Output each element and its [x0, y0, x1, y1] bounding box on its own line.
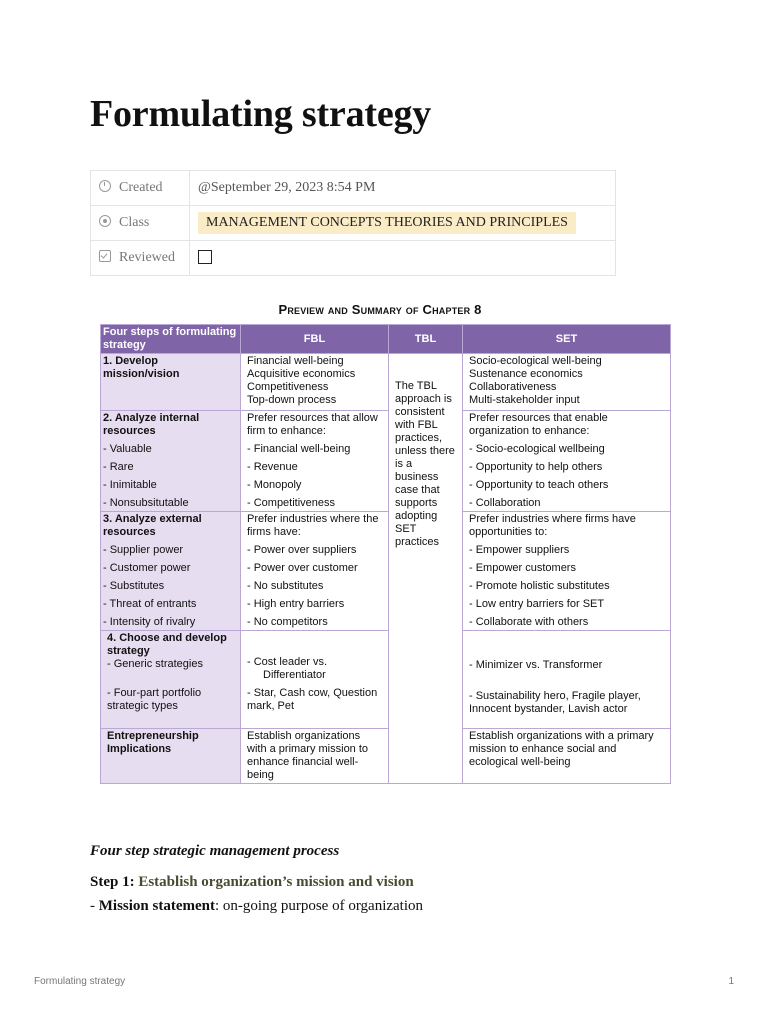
class-label: Class — [119, 215, 150, 230]
reviewed-label: Reviewed — [119, 250, 175, 265]
row-label: 1. Develop mission/vision — [103, 355, 180, 380]
cell-text: - Nonsubsitutable — [103, 497, 189, 509]
select-icon — [99, 215, 111, 227]
cell-text: - Cost leader vs. — [247, 656, 328, 668]
cell-text: - High entry barriers — [247, 598, 345, 610]
fbl-cell — [241, 512, 389, 631]
clock-icon — [99, 180, 111, 192]
cell-text: Socio-ecological well-being — [469, 355, 602, 367]
row-label-cell — [101, 631, 241, 729]
cell-text: Multi-stakeholder input — [469, 394, 580, 406]
reviewed-value-cell — [190, 241, 616, 276]
class-tag[interactable]: MANAGEMENT CONCEPTS THEORIES AND PRINCIPLES — [198, 212, 576, 234]
mission-definition: : on-going purpose of organization — [215, 898, 424, 914]
created-label-cell — [91, 171, 190, 206]
created-label: Created — [119, 180, 163, 195]
cell-text: - Star, Cash cow, Question mark, Pet — [247, 687, 378, 712]
summary-header-row — [101, 325, 671, 354]
set-cell — [463, 354, 671, 411]
tbl-cell: The TBL approach is consistent with FBL practices, unless there is a business case that supports adopting SET practices — [389, 354, 463, 784]
cell-text: - Opportunity to help others — [469, 461, 603, 473]
section-heading: Four step strategic management process — [90, 843, 340, 859]
class-label-cell — [91, 206, 190, 241]
cell-text: - Valuable — [103, 443, 152, 455]
mission-term: Mission statement — [98, 898, 215, 914]
cell-text: - Threat of entrants — [103, 598, 197, 610]
cell-text: - Revenue — [247, 461, 298, 473]
cell-text: - Four-part portfolio strategic types — [107, 687, 202, 712]
checkbox-property-icon — [99, 250, 111, 262]
fbl-cell — [241, 729, 389, 784]
cell-text: - Socio-ecological wellbeing — [469, 443, 605, 455]
created-value[interactable]: @September 29, 2023 8:54 PM — [190, 171, 616, 206]
page-title: Formulating strategy — [90, 93, 432, 135]
row-label-cell — [101, 411, 241, 512]
fbl-cell — [241, 354, 389, 411]
step-1-text: Establish organization’s mission and vision — [138, 874, 414, 890]
property-row-created — [91, 171, 616, 206]
cell-text: Establish organizations with a primary mission to enhance social and ecological well-being — [469, 730, 654, 768]
cell-text: - Rare — [103, 461, 134, 473]
bullet-dash: - — [90, 898, 99, 914]
cell-text: Prefer industries where the firms have: — [247, 513, 379, 538]
step-1-label: Step 1: — [90, 874, 135, 890]
summary-row-internal — [101, 411, 671, 512]
figure-title: Preview and Summary of Chapter 8 — [278, 302, 482, 317]
row-label: 3. Analyze external resources — [103, 513, 202, 538]
cell-text: - Supplier power — [103, 544, 184, 556]
row-label-cell — [101, 729, 241, 784]
cell-text: - Empower customers — [469, 562, 576, 574]
cell-text: - Collaborate with others — [469, 616, 589, 628]
header-set: SET — [463, 325, 671, 354]
set-cell — [463, 512, 671, 631]
strategy-summary-table — [100, 324, 671, 784]
cell-text: - Monopoly — [247, 479, 302, 491]
row-label: 4. Choose and develop strategy — [107, 632, 227, 657]
summary-row-mission — [101, 354, 671, 411]
cell-text: - Intensity of rivalry — [103, 616, 196, 628]
summary-row-external — [101, 512, 671, 631]
cell-text: - Substitutes — [103, 580, 165, 592]
cell-text: Differentiator — [263, 669, 326, 681]
cell-text: - Power over suppliers — [247, 544, 357, 556]
mission-statement-line — [90, 898, 423, 915]
cell-text: - Power over customer — [247, 562, 358, 574]
cell-text: - Low entry barriers for SET — [469, 598, 605, 610]
cell-text: Prefer resources that enable organization to enhance: — [469, 412, 608, 437]
cell-text: Competitiveness — [247, 381, 329, 393]
step-1-line — [90, 874, 414, 891]
property-row-class — [91, 206, 616, 241]
property-row-reviewed — [91, 241, 616, 276]
fbl-cell — [241, 411, 389, 512]
cell-text: Acquisitive economics — [247, 368, 356, 380]
cell-text: Prefer resources that allow firm to enhance: — [247, 412, 378, 437]
cell-text: - Empower suppliers — [469, 544, 570, 556]
summary-row-strategy — [101, 631, 671, 729]
cell-text: - No competitors — [247, 616, 328, 628]
footer-title: Formulating strategy — [34, 976, 126, 987]
cell-text: - No substitutes — [247, 580, 324, 592]
cell-text: - Opportunity to teach others — [469, 479, 609, 491]
set-cell — [463, 411, 671, 512]
set-cell — [463, 729, 671, 784]
class-value-cell[interactable] — [190, 206, 616, 241]
cell-text: Financial well-being — [247, 355, 344, 367]
header-steps: Four steps of formulating strategy — [101, 325, 241, 354]
cell-text: - Sustainability hero, Fragile player, Innocent bystander, Lavish actor — [469, 690, 641, 715]
row-label: Entrepreneurship Implications — [107, 730, 199, 755]
cell-text: Sustenance economics — [469, 368, 583, 380]
cell-text: - Collaboration — [469, 497, 541, 509]
header-fbl: FBL — [241, 325, 389, 354]
cell-text: - Customer power — [103, 562, 191, 574]
footer-page-number: 1 — [728, 976, 734, 987]
header-tbl: TBL — [389, 325, 463, 354]
reviewed-checkbox[interactable] — [198, 250, 212, 264]
cell-text: - Promote holistic substitutes — [469, 580, 610, 592]
cell-text: Prefer industries where firms have opportunities to: — [469, 513, 636, 538]
cell-text: Collaborativeness — [469, 381, 557, 393]
cell-text: - Minimizer vs. Transformer — [469, 659, 603, 671]
reviewed-label-cell — [91, 241, 190, 276]
cell-text: - Generic strategies — [107, 658, 203, 670]
row-label-cell — [101, 354, 241, 411]
set-cell — [463, 631, 671, 729]
cell-text: Establish organizations with a primary mission to enhance financial well-being — [247, 730, 369, 781]
row-label-cell — [101, 512, 241, 631]
cell-text: - Inimitable — [103, 479, 157, 491]
summary-row-entrepreneurship — [101, 729, 671, 784]
cell-text: - Competitiveness — [247, 497, 336, 509]
properties-table — [90, 170, 616, 276]
cell-text: - Financial well-being — [247, 443, 351, 455]
fbl-cell — [241, 631, 389, 729]
row-label: 2. Analyze internal resources — [103, 412, 200, 437]
cell-text: Top-down process — [247, 394, 337, 406]
